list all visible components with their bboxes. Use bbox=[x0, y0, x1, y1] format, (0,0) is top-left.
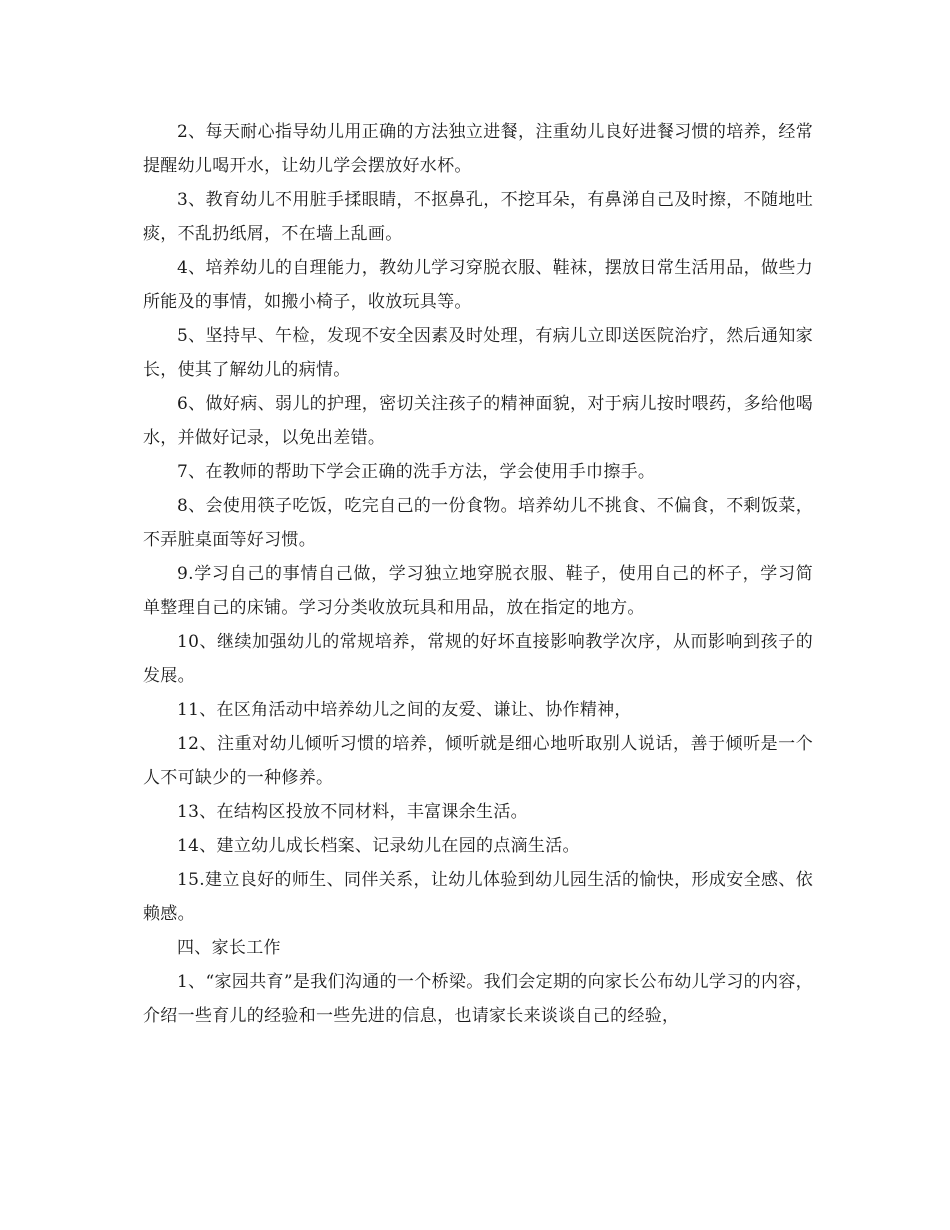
paragraph-item-6: 6、做好病、弱儿的护理，密切关注孩子的精神面貌，对于病儿按时喂药，多给他喝水，并做好记录，以免出差错。 bbox=[143, 394, 813, 448]
paragraph-item-7: 7、在教师的帮助下学会正确的洗手方法，学会使用手巾擦手。 bbox=[177, 462, 656, 482]
paragraph-item-15: 15.建立良好的师生、同伴关系，让幼儿体验到幼儿园生活的愉快，形成安全感、依赖感。 bbox=[143, 870, 813, 924]
paragraph-item-3: 3、教育幼儿不用脏手揉眼睛，不抠鼻孔，不挖耳朵，有鼻涕自己及时擦，不随地吐痰，不乱扔纸屑，不在墙上乱画。 bbox=[143, 190, 813, 244]
paragraph-item-9: 9.学习自己的事情自己做，学习独立地穿脱衣服、鞋子，使用自己的杯子，学习简单整理自己的床铺。学习分类收放玩具和用品，放在指定的地方。 bbox=[143, 564, 813, 618]
paragraph-item-parent-1: 1、“家园共育”是我们沟通的一个桥梁。我们会定期的向家长公布幼儿学习的内容，介绍一些育儿的经验和一些先进的信息，也请家长来谈谈自己的经验， bbox=[143, 972, 813, 1026]
section-heading-parent-work: 四、家长工作 bbox=[177, 938, 281, 958]
paragraph-item-8: 8、会使用筷子吃饭，吃完自己的一份食物。培养幼儿不挑食、不偏食，不剩饭菜，不弄脏桌面等好习惯。 bbox=[143, 496, 813, 550]
paragraph-item-12: 12、注重对幼儿倾听习惯的培养，倾听就是细心地听取别人说话，善于倾听是一个人不可缺少的一种修养。 bbox=[143, 734, 813, 788]
paragraph-item-10: 10、继续加强幼儿的常规培养，常规的好坏直接影响教学次序，从而影响到孩子的发展。 bbox=[143, 632, 813, 686]
paragraph-item-11: 11、在区角活动中培养幼儿之间的友爱、谦让、协作精神， bbox=[177, 700, 632, 720]
paragraph-item-13: 13、在结构区投放不同材料，丰富课余生活。 bbox=[177, 802, 528, 822]
document-body bbox=[143, 115, 813, 1033]
paragraph-item-2: 2、每天耐心指导幼儿用正确的方法独立进餐，注重幼儿良好进餐习惯的培养，经常提醒幼儿喝开水，让幼儿学会摆放好水杯。 bbox=[143, 122, 813, 176]
paragraph-item-14: 14、建立幼儿成长档案、记录幼儿在园的点滴生活。 bbox=[177, 836, 580, 856]
paragraph-item-5: 5、坚持早、午检，发现不安全因素及时处理，有病儿立即送医院治疗，然后通知家长，使其了解幼儿的病情。 bbox=[143, 326, 813, 380]
paragraph-item-4: 4、培养幼儿的自理能力，教幼儿学习穿脱衣服、鞋袜，摆放日常生活用品，做些力所能及的事情，如搬小椅子，收放玩具等。 bbox=[143, 258, 813, 312]
